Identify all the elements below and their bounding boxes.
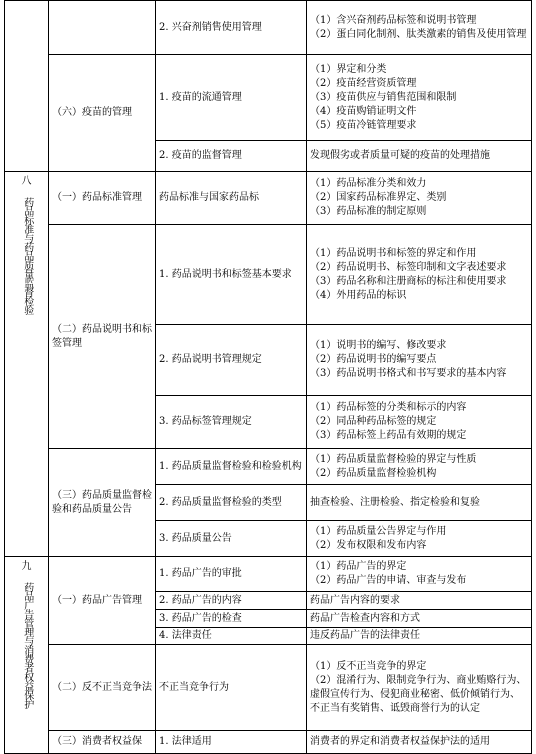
points-cell bbox=[307, 731, 532, 754]
topic-cell: 3. 药品质量公告 bbox=[156, 521, 307, 557]
topic-cell: 2. 疫苗的监督管理 bbox=[156, 141, 307, 172]
points-cell bbox=[307, 225, 532, 325]
point-item: （3）药品标签上药品有效期的规定 bbox=[310, 430, 467, 441]
topic-cell: 2. 兴奋剂销售使用管理 bbox=[156, 1, 307, 55]
point-item: （3）药品说明书格式和书写要求的基本内容 bbox=[310, 368, 507, 379]
section-cell: （三）药品质量监督检验和药品质量公告 bbox=[49, 449, 156, 557]
point-item: 药品广告检查内容和方式 bbox=[310, 612, 420, 624]
point-item: 药品广告内容的要求 bbox=[310, 594, 400, 606]
point-item: （1）反不正当竞争的界定 bbox=[310, 660, 427, 672]
topic-cell: 1. 药品质量监督检验和检验机构 bbox=[156, 449, 307, 485]
topic-cell: 1. 疫苗的流通管理 bbox=[156, 55, 307, 141]
topic-cell: 药品标准与国家药品标 bbox=[156, 172, 307, 225]
points-cell bbox=[307, 485, 532, 521]
point-item: （2）药品说明书、标签印制和文字表述要求 bbox=[310, 261, 507, 273]
section-cell: （六）疫苗的管理 bbox=[49, 55, 156, 172]
points-cell bbox=[307, 1, 532, 55]
points-cell bbox=[307, 396, 532, 449]
point-item: （2）药品说明书的编写要点 bbox=[310, 354, 437, 365]
point-item: （2）药品广告的申请、审查与发布 bbox=[310, 575, 467, 586]
topic-cell: 4. 法律责任 bbox=[156, 628, 307, 645]
points-cell bbox=[307, 141, 532, 172]
table-row bbox=[5, 731, 532, 754]
point-item: （3）药品名称和注册商标的标注和使用要求 bbox=[310, 275, 507, 287]
point-item: （4）疫苗购销证明文件 bbox=[310, 105, 417, 117]
points-cell bbox=[307, 592, 532, 610]
topic-cell: 1. 法律适用 bbox=[156, 731, 307, 754]
topic-cell: 不正当竞争行为 bbox=[156, 645, 307, 731]
point-item: （2）国家药品标准界定、类别 bbox=[310, 192, 447, 203]
point-item: （1）含兴奋剂药品标签和说明书管理 bbox=[310, 14, 477, 26]
section-cell: （一）药品广告管理 bbox=[49, 557, 156, 645]
point-item: （3）药品标准的制定原则 bbox=[310, 206, 427, 217]
topic-cell: 3. 药品广告的检查 bbox=[156, 610, 307, 628]
points-cell bbox=[307, 325, 532, 396]
section-cell: （二）药品说明书和标签管理 bbox=[49, 225, 156, 449]
points-cell bbox=[307, 55, 532, 141]
table-row bbox=[5, 225, 532, 325]
section-cell: （三）消费者权益保 bbox=[49, 731, 156, 754]
table-row bbox=[5, 1, 532, 55]
topic-cell: 2. 药品质量监督检验的类型 bbox=[156, 485, 307, 521]
topic-cell: 1. 药品说明书和标签基本要求 bbox=[156, 225, 307, 325]
table-row bbox=[5, 645, 532, 731]
syllabus-table bbox=[4, 0, 532, 754]
point-item: （1）界定和分类 bbox=[310, 63, 387, 75]
point-item: （2）同品种药品标签的规定 bbox=[310, 416, 437, 427]
table-row bbox=[5, 557, 532, 592]
point-item: （2）蛋白同化制剂、肽类激素的销售及使用管理 bbox=[310, 28, 527, 40]
points-cell bbox=[307, 610, 532, 628]
topic-cell: 3. 药品标签管理规定 bbox=[156, 396, 307, 449]
point-item: （1）药品质量公告界定与作用 bbox=[310, 525, 447, 537]
chapter-cell bbox=[5, 172, 49, 557]
chapter-cell-empty bbox=[5, 1, 49, 172]
points-cell bbox=[307, 557, 532, 592]
point-item: （1）药品广告的界定 bbox=[310, 561, 407, 572]
chapter-number: 九 bbox=[21, 561, 32, 572]
chapter-title: 药品广告管理与消费者权益保护 bbox=[21, 581, 33, 708]
section-cell-empty bbox=[49, 1, 156, 55]
point-item: 发现假劣或者质量可疑的疫苗的处理措施 bbox=[310, 150, 490, 161]
point-item: （1）说明书的编写、修改要求 bbox=[310, 340, 447, 351]
point-item: （2）发布权限和发布内容 bbox=[310, 539, 427, 551]
point-item: （1）药品标准分类和效力 bbox=[310, 178, 427, 189]
table-row bbox=[5, 55, 532, 141]
point-item: （1）药品质量监督检验的界定与性质 bbox=[310, 453, 477, 465]
point-item: （3）疫苗供应与销售范围和限制 bbox=[310, 91, 457, 103]
points-cell bbox=[307, 521, 532, 557]
chapter-cell bbox=[5, 557, 49, 754]
chapter-number: 八 bbox=[21, 176, 32, 187]
topic-cell: 2. 药品广告的内容 bbox=[156, 592, 307, 610]
table-row bbox=[5, 449, 532, 485]
point-item: （2）混淆行为、限制竞争行为、商业贿赂行为、虚假宣传行为、侵犯商业秘密、低价倾销行为、不正当有奖销售、诋毁商誉行为的认定 bbox=[310, 674, 527, 714]
point-item: 消费者的界定和消费者权益保护法的适用 bbox=[310, 736, 490, 747]
points-cell bbox=[307, 645, 532, 731]
point-item: 抽查检验、注册检验、指定检验和复验 bbox=[310, 496, 480, 508]
topic-cell: 1. 药品广告的审批 bbox=[156, 557, 307, 592]
point-item: （5）疫苗冷链管理要求 bbox=[310, 119, 417, 131]
table-row bbox=[5, 172, 532, 225]
point-item: （2）疫苗经营资质管理 bbox=[310, 77, 417, 89]
points-cell bbox=[307, 628, 532, 645]
section-cell: （一）药品标准管理 bbox=[49, 172, 156, 225]
point-item: （1）药品标签的分类和标示的内容 bbox=[310, 402, 467, 413]
section-cell: （二）反不正当竞争法 bbox=[49, 645, 156, 731]
points-cell bbox=[307, 449, 532, 485]
point-item: （2）药品质量监督检验机构 bbox=[310, 467, 437, 479]
points-cell bbox=[307, 172, 532, 225]
point-item: （1）药品说明书和标签的界定和作用 bbox=[310, 247, 477, 259]
point-item: 违反药品广告的法律责任 bbox=[310, 630, 420, 641]
topic-cell: 2. 药品说明书管理规定 bbox=[156, 325, 307, 396]
point-item: （4）外用药品的标识 bbox=[310, 289, 407, 301]
chapter-title: 药品标准与药品质量监督检验 bbox=[21, 196, 33, 314]
